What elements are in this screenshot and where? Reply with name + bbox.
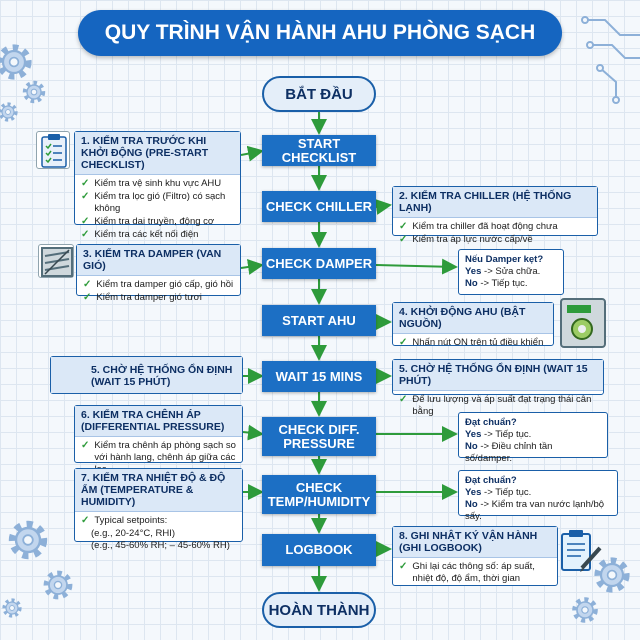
pressure-card [74, 405, 243, 463]
card-title: 8. GHI NHẬT KÝ VẬN HÀNH (GHI LOGBOOK) [393, 527, 557, 558]
control-panel-icon [558, 296, 608, 350]
list-item: Để lưu lượng và áp suất đạt trạng thái cân bằng [412, 394, 592, 417]
list-item: Kiểm tra vệ sinh khu vực AHU [94, 178, 222, 189]
damper-decision-note [458, 249, 564, 295]
card-title: 7. KIỂM TRA NHIỆT ĐỘ & ĐỘ ẨM (TEMPERATURE & HUMIDITY) [75, 469, 242, 512]
card-title: 2. KIỂM TRA CHILLER (HỆ THỐNG LẠNH) [393, 187, 597, 218]
temp-card [74, 468, 243, 551]
list-item: Kiểm tra chênh áp phòng sạch so với hành lang, chênh áp giữa các [94, 440, 236, 463]
step-check-diff-pressure: CHECK DIFF. PRESSURE [262, 417, 376, 456]
check-icon: ✓ [81, 178, 90, 189]
check-icon: ✓ [83, 292, 92, 303]
setpoint-line: (e.g., 45-60% RH; – 45-60% RH) [91, 540, 230, 551]
check-icon: ✓ [83, 279, 92, 290]
card-title: 5. CHỜ HỆ THỐNG ỔN ĐỊNH (WAIT 15 PHÚT) [393, 360, 603, 391]
decision-no: No -> Kiểm tra van nước lạnh/bộ sấy. [465, 499, 605, 522]
check-icon: ✓ [81, 216, 90, 227]
step-wait: WAIT 15 MINS [262, 361, 376, 392]
clipboard-icon [36, 131, 70, 169]
decision-no: No -> Tiếp tục. [465, 278, 528, 289]
start-node: BẮT ĐẦU [262, 76, 376, 112]
card-title: 4. KHỞI ĐỘNG AHU (BẬT NGUỒN) [393, 303, 553, 334]
card-title: 3. KIỂM TRA DAMPER (VAN GIÓ) [77, 245, 240, 276]
start-ahu-card [392, 302, 554, 346]
page-title: QUY TRÌNH VẬN HÀNH AHU PHÒNG SẠCH [78, 10, 562, 56]
list-item: Kiểm tra áp lực nước cấp/về [412, 234, 533, 245]
check-icon: ✓ [81, 440, 90, 451]
card-title: 5. CHỜ HỆ THỐNG ỔN ĐỊNH (WAIT 15 PHÚT) [51, 357, 242, 393]
chiller-card [392, 186, 598, 245]
step-start-ahu: START AHU [262, 305, 376, 336]
card-title: 1. KIỂM TRA TRƯỚC KHI KHỞI ĐỘNG (PRE-START CHECKLIST) [75, 132, 240, 175]
step-check-damper: CHECK DAMPER [262, 248, 376, 279]
check-icon: ✓ [399, 337, 408, 348]
check-icon: ✓ [399, 221, 408, 232]
list-item: Nhấn nút ON trên tủ điều khiển [412, 337, 544, 348]
step-check-temp-humidity: CHECK TEMP/HUMIDITY [262, 475, 376, 514]
list-item: Kiểm tra dai truyền, động cơ [94, 216, 215, 227]
step-start-checklist: START CHECKLIST [262, 135, 376, 166]
check-icon: ✓ [399, 394, 408, 405]
decision-yes: Yes -> Sửa chữa. [465, 266, 541, 277]
logbook-icon [556, 528, 604, 576]
damper-card [76, 244, 241, 303]
wait-right-card [392, 359, 604, 417]
temp-decision-note [458, 470, 618, 522]
list-item: Kiểm tra chiller đã hoạt động chưa [412, 221, 558, 232]
list-item: Kiểm tra các kết nối điện [94, 229, 199, 240]
list-item: Kiểm tra damper gió tươi [96, 292, 202, 303]
check-icon: ✓ [81, 515, 90, 526]
list-item: Kiểm tra damper gió cấp, gió hồi [96, 279, 234, 290]
end-node: HOÀN THÀNH [262, 592, 376, 628]
wait-left-card [50, 356, 243, 394]
logbook-card [392, 526, 558, 586]
list-item: Ghi lại các thông số: áp suất, nhiệt độ, độ ẩm, thời gian [412, 561, 535, 584]
decision-yes: Yes -> Tiếp tục. [465, 429, 532, 440]
list-item: Typical setpoints: [94, 515, 168, 526]
decision-question: Đạt chuẩn? [465, 475, 517, 486]
decision-no: No -> Điều chỉnh tần số/damper. [465, 441, 553, 464]
card-title: 6. KIỂM TRA CHÊNH ÁP (DIFFERENTIAL PRESSURE) [75, 406, 242, 437]
check-icon: ✓ [81, 229, 90, 240]
step-logbook: LOGBOOK [262, 534, 376, 566]
decision-question: Đạt chuẩn? [465, 417, 517, 428]
check-icon: ✓ [81, 191, 90, 202]
decision-yes: Yes -> Tiếp tục. [465, 487, 532, 498]
check-icon: ✓ [399, 561, 408, 572]
precheck-card [74, 131, 241, 240]
list-item: Kiểm tra lọc gió (Filtro) có sạch không [94, 191, 226, 214]
decision-question: Nếu Damper kẹt? [465, 254, 544, 265]
check-icon: ✓ [399, 234, 408, 245]
damper-icon [38, 244, 74, 278]
step-check-chiller: CHECK CHILLER [262, 191, 376, 222]
setpoint-line: (e.g., 20-24°C, RHI) [91, 528, 176, 539]
pressure-decision-note [458, 412, 608, 464]
